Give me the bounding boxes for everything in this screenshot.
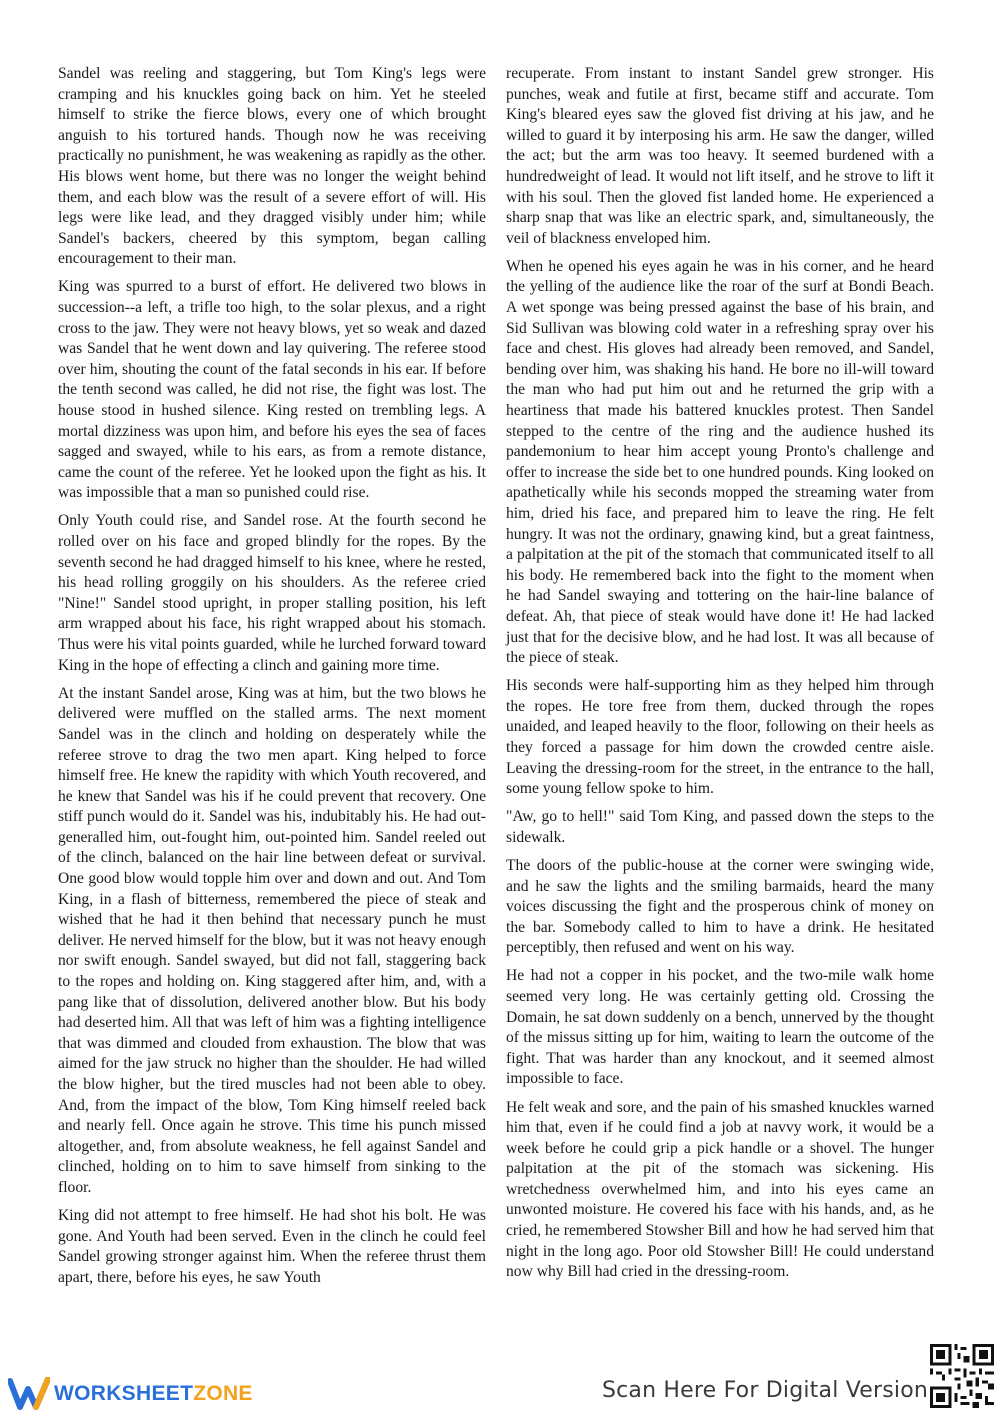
paragraph: King did not attempt to free himself. He had shot his bolt. He was gone. And Youth had been served. Even in the clinch he could feel Sandel growing stronger against him. When the referee thrust them apart, there, before his eyes, he saw Youth <box>58 1207 486 1286</box>
paragraph: At the instant Sandel arose, King was at him, but the two blows he delivered were muffled on the stalled arms. The next moment Sandel was in the clinch and holding on desperately while the referee strove to drag the two men apart. King helped to force himself free. He knew the rapidity with which Youth recovered, and he knew that Sandel was his if he could prevent that recovery. One stiff punch would do it. Sandel was his, indubitably his. He had out-generalled him, out-fought him, out-pointed him. Sandel reeled out of the clinch, balanced on the hair line between defeat or survival. One good blow would topple him over and down and out. And Tom King, in a flash of bitterness, remembered the piece of steak and wished that he had it then behind that necessary punch he must deliver. He nerved himself for the blow, but it was not heavy enough nor swift enough. Sandel swayed, but did not fall, staggering back to the ropes and holding on. King staggered after him, and, with a pang like that of dissolution, delivered another blow. But his body had deserted him. All that was left of him was a fighting intelligence that was dimmed and clouded from exhaustion. The blow that was aimed for the jaw struck no higher than the shoulder. He had willed the blow higher, but the tired muscles had not been able to obey. And, from the impact of the blow, Tom King himself reeled back and nearly fell. Once again he strove. This time his punch missed altogether, and, from absolute weakness, he fell against Sandel and clinched, holding on to him to save himself from sinking to the floor. <box>58 684 486 1196</box>
paragraph: His seconds were half-supporting him as they helped him through the ropes. He tore free from them, ducked through the ropes unaided, and leaped heavily to the floor, following on their heels as they forced a passage for him down the crowded centre aisle. Leaving the dressing-room for the street, in the entrance to the hall, some young fellow spoke to him. <box>506 677 934 798</box>
brand-name <box>54 1382 253 1406</box>
brand-name-part1: WORKSHEET <box>54 1382 194 1405</box>
paragraph: Only Youth could rise, and Sandel rose. At the fourth second he rolled over on his face and groped blindly for the ropes. By the seventh second he had dragged himself to his knee, where he rested, his head rolling groggily on his shoulders. As the referee cried "Nine!" Sandel stood upright, in proper stalling position, his left arm wrapped about his face, his right wrapped about his stomach. Thus were his vital points guarded, while he lurched forward toward King in the hope of effecting a clinch and gaining more time. <box>58 512 486 674</box>
worksheetzone-logo[interactable] <box>8 1376 253 1412</box>
worksheetzone-logo-icon <box>8 1377 50 1411</box>
brand-name-part2: ZONE <box>193 1382 253 1405</box>
qr-code-icon[interactable] <box>930 1344 994 1408</box>
paragraph: Sandel was reeling and staggering, but Tom King's legs were cramping and his knuckles going back on him. Yet he steeled himself to strike the fierce blows, every one of which brought anguish to his tortured hands. Though now he was receiving practically no punishment, he was weakening as rapidly as the other. His blows went home, but there was no longer the weight behind them, and each blow was the result of a severe effort of will. His legs were like lead, and they dragged visibly under him; while Sandel's backers, cheered by this symptom, began calling encouragement to their man. <box>58 65 486 268</box>
scan-cta-text: Scan Here For Digital Version <box>601 1378 928 1403</box>
right-column <box>506 64 934 1354</box>
paragraph: The doors of the public-house at the corner were swinging wide, and he saw the lights and the smiling barmaids, heard the many voices discussing the fight and the prosperous chink of money on the bar. Somebody called to him to have a drink. He hesitated perceptibly, then refused and went on his way. <box>506 856 934 957</box>
article-body <box>58 64 934 1354</box>
paragraph: King was spurred to a burst of effort. He delivered two blows in succession--a left, a trifle too high, to the solar plexus, and a right cross to the jaw. They were not heavy blows, yet so weak and dazed was Sandel that he went down and lay quivering. The referee stood over him, shouting the count of the fatal seconds in his ear. If before the tenth second was called, he did not rise, the fight was lost. The house stood in hushed silence. King rested on trembling legs. A mortal dizziness was upon him, and before his eyes the sea of faces sagged and swayed, while to his ears, as from a remote distance, came the count of the referee. Yet he looked upon the fight as his. It was impossible that a man so punished could rise. <box>58 278 486 502</box>
paragraph: When he opened his eyes again he was in his corner, and he heard the yelling of the audience like the roar of the surf at Bondi Beach. A wet sponge was being pressed against the base of his brain, and Sid Sullivan was blowing cold water in a refreshing spray over his face and chest. His gloves had already been removed, and Sandel, bending over him, was shaking his hand. He bore no ill-will toward the man who had put him out and he returned the grip with a heartiness that made his battered knuckles protest. Then Sandel stepped to the centre of the ring and the audience hushed its pandemonium to hear him accept young Pronto's challenge and offer to increase the side bet to one hundred pounds. King looked on apathetically while his seconds mopped the streaming water from him, dried his face, and prepared him to leave the ring. He felt hungry. It was not the ordinary, gnawing kind, but a great faintness, a palpitation at the pit of the stomach that communicated itself to all his body. He remembered back into the fight to the moment when he had Sandel swaying and tottering on the hair-line balance of defeat. Ah, that piece of steak would have done it! He had lacked just that for the decisive blow, and he had lost. It was all because of the piece of steak. <box>506 257 934 667</box>
paragraph: He had not a copper in his pocket, and the two-mile walk home seemed very long. He was certainly getting old. Crossing the Domain, he sat down suddenly on a bench, unnerved by the thought of the missus sitting up for him, waiting to learn the outcome of the fight. That was harder than any knockout, and it seemed almost impossible to face. <box>506 967 934 1088</box>
paragraph: He felt weak and sore, and the pain of his smashed knuckles warned him that, even if he could find a job at navvy work, it would be a week before he could grip a pick handle or a shovel. The hunger palpitation at the pit of the stomach was sickening. His wretchedness overwhelmed him, and into his eyes came an unwonted moisture. He covered his face with his hands, and, as he cried, he remembered Stowsher Bill and how he had served him that night in the long ago. Poor old Stowsher Bill! He could understand now why Bill had cried in the dressing-room. <box>506 1098 934 1281</box>
paragraph: recuperate. From instant to instant Sandel grew stronger. His punches, weak and futile at first, became stiff and accurate. Tom King's bleared eyes saw the gloved fist driving at his jaw, and he willed to guard it by interposing his arm. He saw the danger, willed the act; but the arm was too heavy. It seemed burdened with a hundredweight of lead. It would not lift itself, and he strove to lift it with his soul. Then the gloved fist landed home. He experienced a sharp snap that was like an electric spark, and, simultaneously, the veil of blackness enveloped him. <box>506 65 934 247</box>
paragraph: "Aw, go to hell!" said Tom King, and passed down the steps to the sidewalk. <box>506 808 934 846</box>
left-column <box>58 64 486 1354</box>
